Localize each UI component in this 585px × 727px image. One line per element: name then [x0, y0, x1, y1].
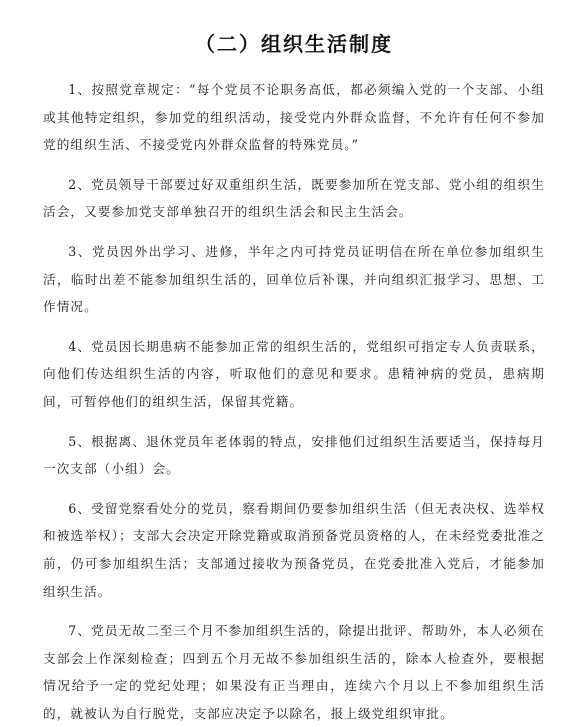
paragraph-3: 3、党员因外出学习、进修，半年之内可持党员证明信在所在单位参加组织生活，临时出差不能参加组织生活的，回单位后补课，并向组织汇报学习、思想、工作情况。	[43, 243, 545, 315]
paragraph-1: 1、按照党章规定：“每个党员不论职务高低，都必须编入党的一个支部、小组或其他特定组织，参加党的组织活动，接受党内外群众监督，不允许有任何不参加党的组织生活、不接受党内外群众监督的特殊党员。”	[43, 82, 545, 153]
paragraph-6: 6、受留党察看处分的党员，察看期间仍要参加组织生活（但无表决权、选举权和被选举权）；支部大会决定开除党籍或取消预备党员资格的人，在未经党委批准之前，仍可参加组织生活；支部通过接收为预备党员，在党委批准入党后，才能参加组织生活。	[43, 500, 545, 599]
paragraph-7: 7、党员无故二至三个月不参加组织生活的，除提出批评、帮助外，本人必须在支部会上作深刻检查；四到五个月无故不参加组织生活的，除本人检查外，要根据情况给予一定的党纪处理；如果没有正当理由，连续六个月以上不参加组织生活的，就被认为自行脱党，支部应决定予以除名，报上级党组织审批。	[43, 623, 545, 721]
paragraph-2: 2、党员领导干部要过好双重组织生活，既要参加所在党支部、党小组的组织生活会，又要参加党支部单独召开的组织生活会和民主生活会。	[43, 176, 545, 220]
paragraph-4: 4、党员因长期患病不能参加正常的组织生活的，党组织可指定专人负责联系，向他们传达组织生活的内容，听取他们的意见和要求。患精神病的党员，患病期间，可暂停他们的组织生活，保留其党籍。	[43, 338, 545, 409]
document-title: （二）组织生活制度	[195, 32, 393, 56]
document-body	[43, 72, 545, 727]
paragraph-5: 5、根据离、退休党员年老体弱的特点，安排他们过组织生活要适当，保持每月一次支部（小组）会。	[43, 433, 545, 477]
